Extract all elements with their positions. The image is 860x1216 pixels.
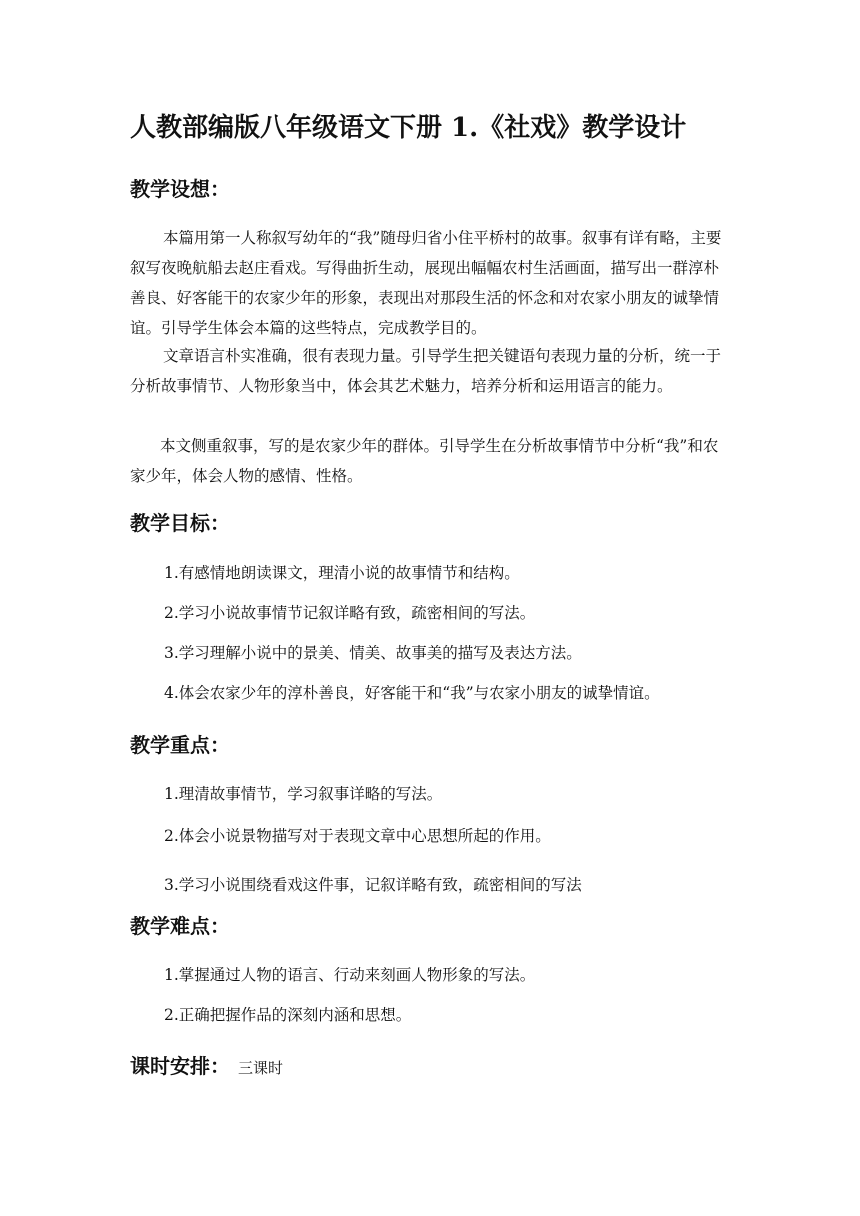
- document-title: 人教部编版八年级语文下册 1.《社戏》教学设计: [130, 113, 687, 143]
- schedule-value: 三课时: [238, 1059, 284, 1077]
- objective-item: 1.有感情地朗读课文，理清小说的故事情节和结构。: [164, 564, 520, 582]
- objective-item: 3.学习理解小说中的景美、情美、故事美的描写及表达方法。: [164, 644, 582, 662]
- key-point-item: 1.理清故事情节，学习叙事详略的写法。: [164, 785, 443, 803]
- section-heading-concept: 教学设想：: [130, 177, 230, 201]
- concept-paragraph-1: 本篇用第一人称叙写幼年的“我”随母归省小住平桥村的故事。叙事有详有略，主要叙写夜晚航船去赵庄看戏。写得曲折生动，展现出幅幅农村生活画面，描写出一群淳朴善良、好客能干的农家少年的形象，表现出对那段生活的怀念和对农家小朋友的诚挚情谊。引导学生体会本篇的这些特点，完成教学目的。: [130, 229, 722, 337]
- key-point-item: 2.体会小说景物描写对于表现文章中心思想所起的作用。: [164, 827, 551, 845]
- section-heading-key-points: 教学重点：: [130, 733, 230, 757]
- section-heading-objectives: 教学目标：: [130, 511, 230, 535]
- objective-item: 4.体会农家少年的淳朴善良，好客能干和“我”与农家小朋友的诚挚情谊。: [164, 684, 660, 702]
- difficulty-item: 2.正确把握作品的深刻内涵和思想。: [164, 1006, 412, 1024]
- objective-item: 2.学习小说故事情节记叙详略有致，疏密相间的写法。: [164, 604, 536, 622]
- section-heading-schedule: [130, 1051, 283, 1083]
- concept-paragraph-2: 文章语言朴实准确，很有表现力量。引导学生把关键语句表现力量的分析，统一于分析故事情节、人物形象当中，体会其艺术魅力，培养分析和运用语言的能力。: [130, 347, 722, 395]
- key-point-item: 3.学习小说围绕看戏这件事，记叙详略有致，疏密相间的写法: [164, 876, 582, 894]
- concept-paragraph-3: 本文侧重叙事，写的是农家少年的群体。引导学生在分析故事情节中分析“我”和农家少年，体会人物的感情、性格。: [130, 437, 719, 485]
- schedule-label: 课时安排：: [130, 1054, 230, 1078]
- difficulty-item: 1.掌握通过人物的语言、行动来刻画人物形象的写法。: [164, 966, 536, 984]
- section-heading-difficulties: 教学难点：: [130, 914, 230, 938]
